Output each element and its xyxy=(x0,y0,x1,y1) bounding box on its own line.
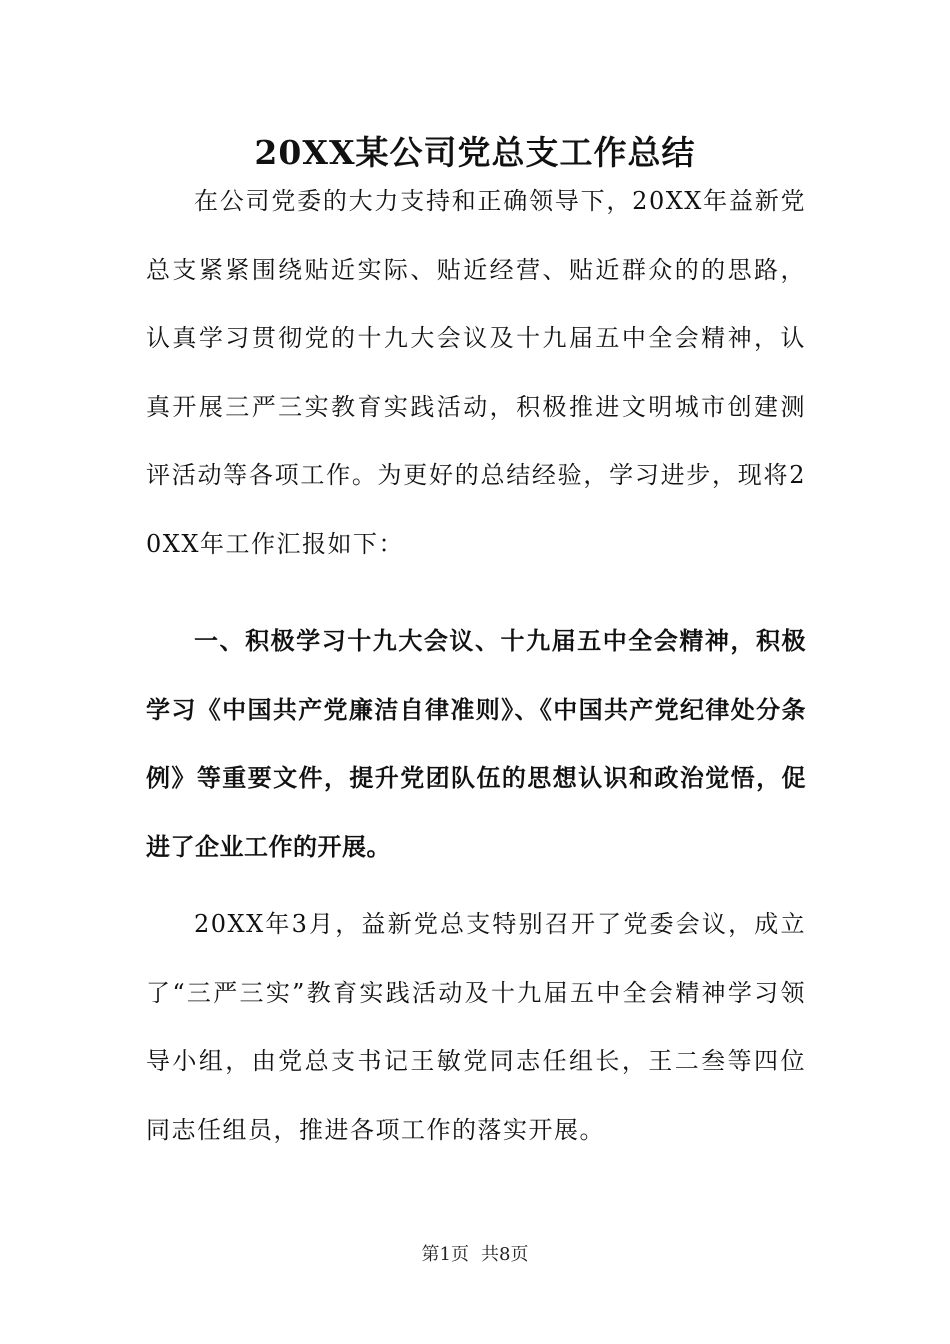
intro-paragraph: 在公司党委的大力支持和正确领导下，20XX年益新党总支紧紧围绕贴近实际、贴近经营、贴近群众的的思路，认真学习贯彻党的十九大会议及十九届五中全会精神，认真开展三严三实教育实践活动，积极推进文明城市创建测评活动等各项工作。为更好的总结经验，学习进步，现将20XX年工作汇报如下： xyxy=(146,187,806,558)
section-heading: 一、积极学习十九大会议、十九届五中全会精神，积极学习《中国共产党廉洁自律准则》、《中国共产党纪律处分条例》等重要文件，提升党团队伍的思想认识和政治觉悟，促进了企业工作的开展。 xyxy=(146,627,806,861)
page-number: 第1页 xyxy=(421,1244,469,1265)
section-body-paragraph: 20XX年3月，益新党总支特别召开了党委会议，成立了“三严三实”教育实践活动及十九届五中全会精神学习领导小组，由党总支书记王敏党同志任组长，王二叁等四位同志任组员，推进各项工作的落实开展。 xyxy=(146,910,806,1144)
document-title: 20XX某公司党总支工作总结 xyxy=(254,133,696,172)
page-total: 共8页 xyxy=(481,1244,529,1265)
page-footer xyxy=(0,1240,950,1270)
